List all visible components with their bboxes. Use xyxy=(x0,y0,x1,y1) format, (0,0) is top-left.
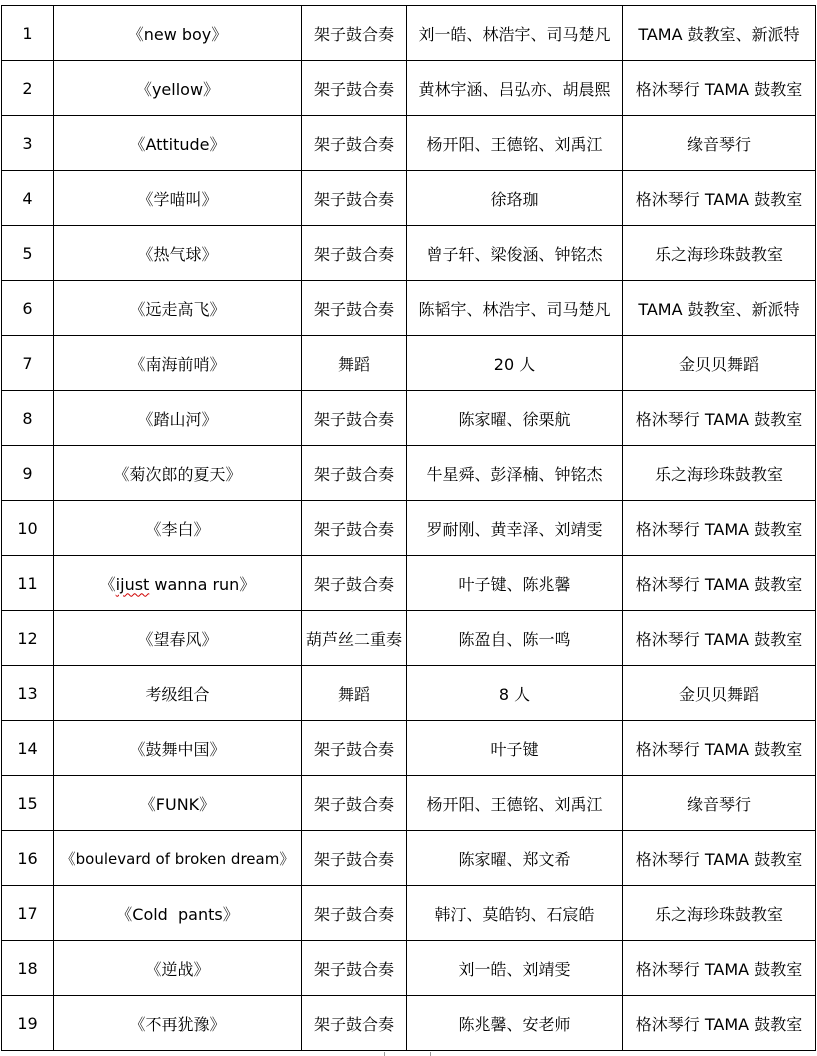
organization: 格沐琴行 TAMA 鼓教室 xyxy=(623,171,816,226)
row-number: 6 xyxy=(2,281,54,336)
program-title: 《逆战》 xyxy=(54,941,302,996)
organization: 格沐琴行 TAMA 鼓教室 xyxy=(623,941,816,996)
spellcheck-word: ijust xyxy=(115,574,150,594)
performers: 8 人 xyxy=(407,666,623,721)
program-type: 架子鼓合奏 xyxy=(302,116,407,171)
organization: 乐之海珍珠鼓教室 xyxy=(623,886,816,941)
performers: 韩汀、莫皓钧、石宸皓 xyxy=(407,886,623,941)
table-row xyxy=(2,666,816,721)
table-row xyxy=(2,116,816,171)
performers: 20 人 xyxy=(407,336,623,391)
organization: 格沐琴行 TAMA 鼓教室 xyxy=(623,556,816,611)
row-number: 3 xyxy=(2,116,54,171)
table-row xyxy=(2,391,816,446)
table-row xyxy=(2,886,816,941)
organization: 格沐琴行 TAMA 鼓教室 xyxy=(623,721,816,776)
organization: 乐之海珍珠鼓教室 xyxy=(623,226,816,281)
row-number: 5 xyxy=(2,226,54,281)
row-number: 7 xyxy=(2,336,54,391)
row-number: 13 xyxy=(2,666,54,721)
organization: 格沐琴行 TAMA 鼓教室 xyxy=(623,391,816,446)
performers: 杨开阳、王德铭、刘禹江 xyxy=(407,116,623,171)
program-type: 架子鼓合奏 xyxy=(302,391,407,446)
program-title: 《不再犹豫》 xyxy=(54,996,302,1051)
row-number: 18 xyxy=(2,941,54,996)
organization: 缘音琴行 xyxy=(623,776,816,831)
row-number: 10 xyxy=(2,501,54,556)
table-row xyxy=(2,61,816,116)
program-type: 架子鼓合奏 xyxy=(302,6,407,61)
row-number: 8 xyxy=(2,391,54,446)
performers: 陈家曜、徐栗航 xyxy=(407,391,623,446)
organization: 金贝贝舞蹈 xyxy=(623,666,816,721)
page-edge-mark xyxy=(430,1052,431,1056)
program-type: 架子鼓合奏 xyxy=(302,831,407,886)
table-row xyxy=(2,446,816,501)
organization: 缘音琴行 xyxy=(623,116,816,171)
row-number: 12 xyxy=(2,611,54,666)
program-title: 《Cold pants》 xyxy=(54,886,302,941)
table-row xyxy=(2,171,816,226)
program-type: 架子鼓合奏 xyxy=(302,281,407,336)
organization: 格沐琴行 TAMA 鼓教室 xyxy=(623,996,816,1051)
program-type: 舞蹈 xyxy=(302,336,407,391)
title-rest: wanna run》 xyxy=(149,574,256,594)
program-title: 《南海前哨》 xyxy=(54,336,302,391)
program-title: 《鼓舞中国》 xyxy=(54,721,302,776)
table-row xyxy=(2,941,816,996)
program-title: 《踏山河》 xyxy=(54,391,302,446)
organization: 乐之海珍珠鼓教室 xyxy=(623,446,816,501)
performers: 曾子轩、梁俊涵、钟铭杰 xyxy=(407,226,623,281)
program-table xyxy=(1,5,816,1051)
program-type: 架子鼓合奏 xyxy=(302,446,407,501)
performers: 杨开阳、王德铭、刘禹江 xyxy=(407,776,623,831)
program-title: 《new boy》 xyxy=(54,6,302,61)
row-number: 2 xyxy=(2,61,54,116)
row-number: 17 xyxy=(2,886,54,941)
program-title: 《boulevard of broken dream》 xyxy=(54,831,302,886)
row-number: 1 xyxy=(2,6,54,61)
program-type: 架子鼓合奏 xyxy=(302,941,407,996)
performers: 陈韬宇、林浩宇、司马楚凡 xyxy=(407,281,623,336)
performers: 刘一皓、林浩宇、司马楚凡 xyxy=(407,6,623,61)
organization: 金贝贝舞蹈 xyxy=(623,336,816,391)
table-row xyxy=(2,996,816,1051)
performers: 叶子键、陈兆馨 xyxy=(407,556,623,611)
program-title xyxy=(54,556,302,611)
row-number: 4 xyxy=(2,171,54,226)
program-type: 架子鼓合奏 xyxy=(302,776,407,831)
program-type: 架子鼓合奏 xyxy=(302,171,407,226)
row-number: 11 xyxy=(2,556,54,611)
row-number: 9 xyxy=(2,446,54,501)
row-number: 14 xyxy=(2,721,54,776)
program-type: 舞蹈 xyxy=(302,666,407,721)
performers: 徐珞珈 xyxy=(407,171,623,226)
table-row xyxy=(2,721,816,776)
program-type: 架子鼓合奏 xyxy=(302,996,407,1051)
table-row xyxy=(2,611,816,666)
program-title: 《李白》 xyxy=(54,501,302,556)
row-number: 16 xyxy=(2,831,54,886)
table-row xyxy=(2,336,816,391)
table-row xyxy=(2,831,816,886)
program-type: 葫芦丝二重奏 xyxy=(302,611,407,666)
organization: 格沐琴行 TAMA 鼓教室 xyxy=(623,501,816,556)
performers: 陈家曜、郑文希 xyxy=(407,831,623,886)
organization: 格沐琴行 TAMA 鼓教室 xyxy=(623,611,816,666)
performers: 罗耐刚、黄幸泽、刘靖雯 xyxy=(407,501,623,556)
performers: 牛星舜、彭泽楠、钟铭杰 xyxy=(407,446,623,501)
program-type: 架子鼓合奏 xyxy=(302,501,407,556)
program-type: 架子鼓合奏 xyxy=(302,721,407,776)
program-title: 考级组合 xyxy=(54,666,302,721)
performers: 黄林宇涵、吕弘亦、胡晨熙 xyxy=(407,61,623,116)
performers: 叶子键 xyxy=(407,721,623,776)
program-title: 《望春风》 xyxy=(54,611,302,666)
table-row xyxy=(2,6,816,61)
program-title: 《菊次郎的夏天》 xyxy=(54,446,302,501)
table-row xyxy=(2,501,816,556)
row-number: 19 xyxy=(2,996,54,1051)
table-row xyxy=(2,556,816,611)
program-type: 架子鼓合奏 xyxy=(302,61,407,116)
performers: 陈兆馨、安老师 xyxy=(407,996,623,1051)
program-title: 《FUNK》 xyxy=(54,776,302,831)
table-row xyxy=(2,776,816,831)
organization: TAMA 鼓教室、新派特 xyxy=(623,6,816,61)
program-type: 架子鼓合奏 xyxy=(302,226,407,281)
program-type: 架子鼓合奏 xyxy=(302,556,407,611)
program-title: 《远走高飞》 xyxy=(54,281,302,336)
program-type: 架子鼓合奏 xyxy=(302,886,407,941)
organization: 格沐琴行 TAMA 鼓教室 xyxy=(623,831,816,886)
table-row xyxy=(2,281,816,336)
organization: TAMA 鼓教室、新派特 xyxy=(623,281,816,336)
performers: 刘一皓、刘靖雯 xyxy=(407,941,623,996)
row-number: 15 xyxy=(2,776,54,831)
program-title: 《yellow》 xyxy=(54,61,302,116)
program-title: 《Attitude》 xyxy=(54,116,302,171)
title-open-bracket: 《 xyxy=(99,574,116,594)
program-title: 《热气球》 xyxy=(54,226,302,281)
organization: 格沐琴行 TAMA 鼓教室 xyxy=(623,61,816,116)
page-edge-mark xyxy=(384,1052,385,1056)
performers: 陈盈自、陈一鸣 xyxy=(407,611,623,666)
table-row xyxy=(2,226,816,281)
program-title: 《学喵叫》 xyxy=(54,171,302,226)
